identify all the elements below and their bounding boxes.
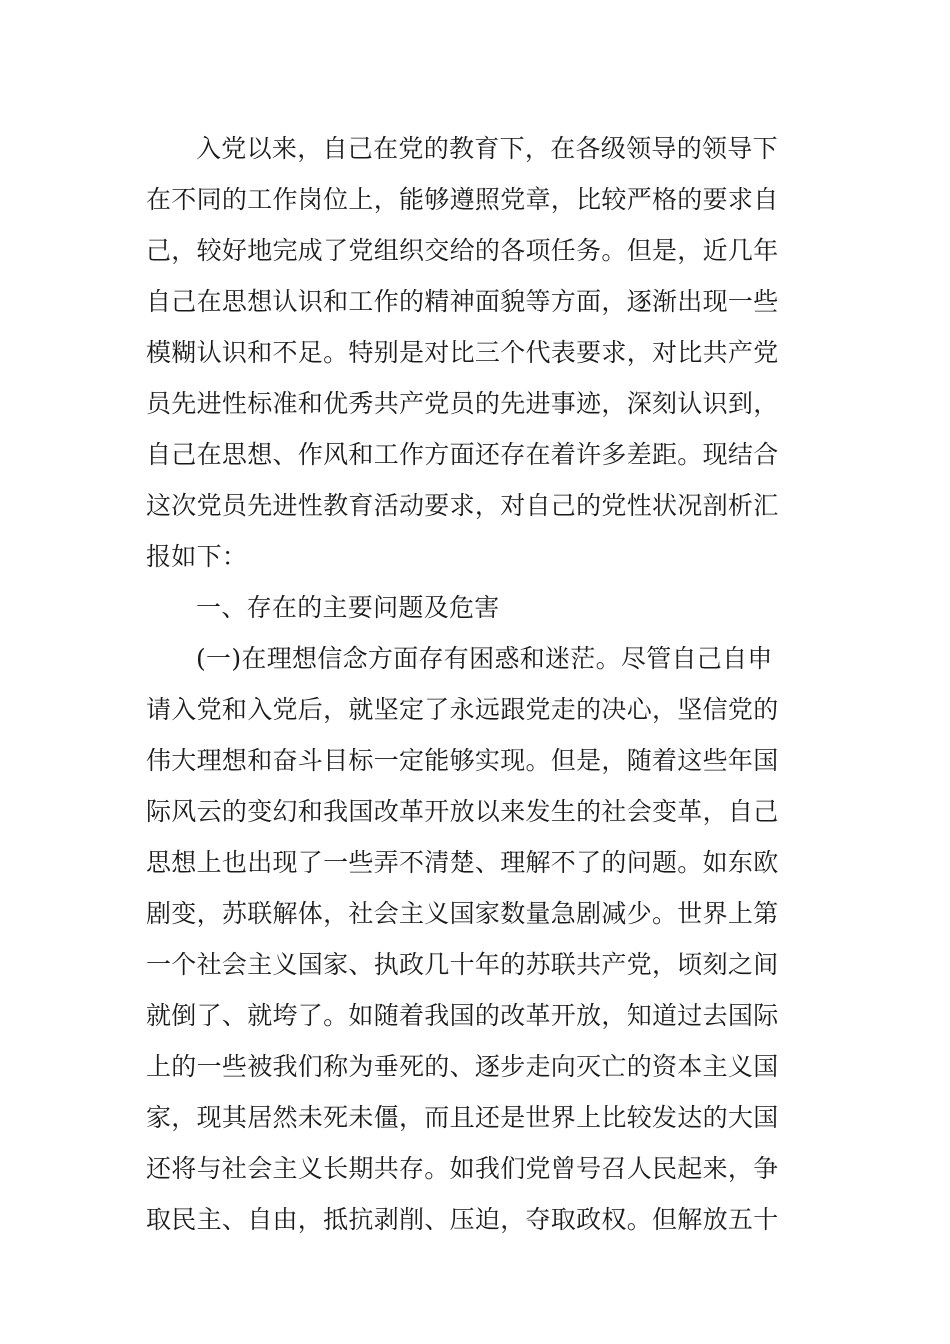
text-line-8: 这次党员先进性教育活动要求，对自己的党性状况剖析汇 — [146, 491, 779, 520]
section-heading: 一、存在的主要问题及危害 — [196, 593, 500, 622]
text-line-13: 伟大理想和奋斗目标一定能够实现。但是，随着这些年国 — [146, 746, 779, 775]
text-line-4: 自己在思想认识和工作的精神面貌等方面，逐渐出现一些 — [146, 287, 779, 316]
text-line-21: 还将与社会主义长期共存。如我们党曾号召人民起来，争 — [146, 1154, 779, 1183]
text-line-19: 上的一些被我们称为垂死的、逐步走向灭亡的资本主义国 — [146, 1052, 779, 1081]
text-line-5: 模糊认识和不足。特别是对比三个代表要求，对比共产党 — [146, 338, 779, 367]
text-line-12: 请入党和入党后，就坚定了永远跟党走的决心，坚信党的 — [146, 695, 779, 724]
text-line-15: 思想上也出现了一些弄不清楚、理解不了的问题。如东欧 — [146, 848, 779, 877]
text-line-3: 己，较好地完成了党组织交给的各项任务。但是，近几年 — [146, 236, 779, 265]
text-line-14: 际风云的变幻和我国改革开放以来发生的社会变革，自己 — [146, 797, 779, 826]
text-line-22: 取民主、自由，抵抗剥削、压迫，夺取政权。但解放五十 — [146, 1205, 779, 1234]
text-line-9: 报如下： — [146, 542, 248, 571]
text-line-6: 员先进性标准和优秀共产党员的先进事迹，深刻认识到， — [146, 389, 779, 418]
text-line-16: 剧变，苏联解体，社会主义国家数量急剧减少。世界上第 — [146, 899, 779, 928]
text-line-11: (一)在理想信念方面存有困惑和迷茫。尽管自己自申 — [196, 644, 773, 673]
text-line-17: 一个社会主义国家、执政几十年的苏联共产党，顷刻之间 — [146, 950, 779, 979]
text-line-7: 自己在思想、作风和工作方面还存在着许多差距。现结合 — [146, 440, 779, 469]
text-line-18: 就倒了、就垮了。如随着我国的改革开放，知道过去国际 — [146, 1001, 779, 1030]
text-line-2: 在不同的工作岗位上，能够遵照党章，比较严格的要求自 — [146, 185, 779, 214]
text-line-20: 家，现其居然未死未僵，而且还是世界上比较发达的大国 — [146, 1103, 779, 1132]
text-line-1: 入党以来，自己在党的教育下，在各级领导的领导下 — [196, 134, 778, 163]
